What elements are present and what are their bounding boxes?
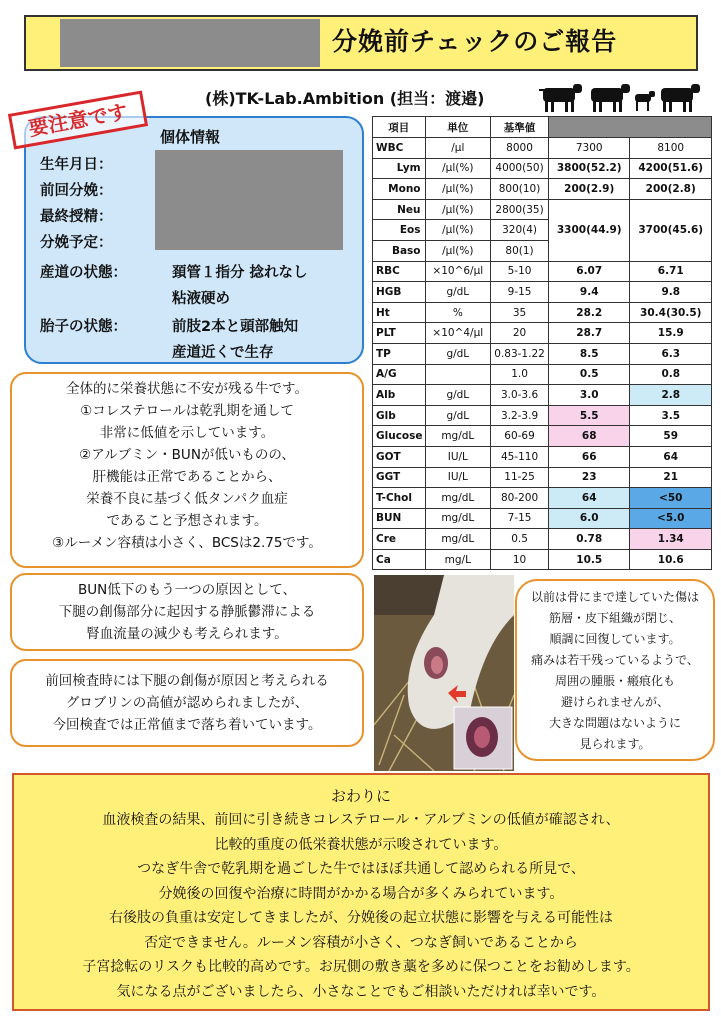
- ref-cell: 3.2-3.9: [491, 405, 549, 426]
- value-cell: 10.5: [548, 549, 630, 570]
- value-cell: 66: [548, 446, 630, 467]
- ref-cell: 11-25: [491, 467, 549, 488]
- lab-results-table: [372, 116, 712, 570]
- item-cell: GGT: [373, 467, 426, 488]
- unit-cell: IU/L: [425, 446, 491, 467]
- unit-cell: ×10^4/μl: [425, 323, 491, 344]
- comment-line: 順調に回復しています。: [549, 632, 681, 646]
- cow-icon: [661, 84, 700, 112]
- value-cell: 64: [630, 446, 712, 467]
- ref-cell: 80-200: [491, 488, 549, 509]
- wound-comment-text: [515, 587, 715, 755]
- comment-line: であること予想されます。: [106, 513, 268, 529]
- ref-cell: 80(1): [491, 240, 549, 261]
- ref-cell: 5-10: [491, 261, 549, 282]
- ref-cell: 35: [491, 302, 549, 323]
- value-cell: 8.5: [548, 343, 630, 364]
- unit-cell: g/dL: [425, 405, 491, 426]
- comment-line: グロブリンの高値が認められましたが、: [65, 695, 309, 711]
- value-cell: 0.5: [548, 364, 630, 385]
- comment-line: 見られます。: [579, 737, 651, 751]
- table-row: [373, 199, 712, 220]
- value-cell: 9.4: [548, 282, 630, 303]
- value-cell: 6.71: [630, 261, 712, 282]
- comment-line: 以前は骨にまで達していた傷は: [530, 590, 699, 604]
- redacted-farm-name: [60, 19, 320, 67]
- ref-cell: 8000: [491, 138, 549, 159]
- value-cell: 3.0: [548, 385, 630, 406]
- ref-cell: 2800(35): [491, 199, 549, 220]
- table-row: [373, 405, 712, 426]
- bun-comment-text: [10, 579, 364, 645]
- table-row: [373, 364, 712, 385]
- value-cell: 6.07: [548, 261, 630, 282]
- unit-cell: mg/dL: [425, 426, 491, 447]
- unit-cell: mg/dL: [425, 529, 491, 550]
- value-cell-low: 64: [548, 488, 630, 509]
- item-cell: Baso: [373, 240, 426, 261]
- unit-cell: g/dL: [425, 385, 491, 406]
- table-row: [373, 467, 712, 488]
- closing-text: [12, 784, 710, 1004]
- unit-cell: [425, 364, 491, 385]
- comment-line: 痛みは若干残っているようで、: [531, 653, 699, 667]
- wound-photo: [374, 575, 514, 771]
- item-cell: HGB: [373, 282, 426, 303]
- closing-line: 右後肢の負重は安定してきましたが、分娩後の起立状態に影響を与える可能性は: [109, 910, 613, 926]
- item-cell: Alb: [373, 385, 426, 406]
- item-cell: T-Chol: [373, 488, 426, 509]
- value-cell-merged: 3300(44.9): [548, 199, 630, 261]
- value-cell: 0.8: [630, 364, 712, 385]
- table-header-row: [373, 117, 712, 138]
- fetus-label: 胎子の状態：: [40, 319, 127, 335]
- item-cell: Ht: [373, 302, 426, 323]
- value-cell-very-low: <5.0: [630, 508, 712, 529]
- value-cell: 6.3: [630, 343, 712, 364]
- value-cell: 3800(52.2): [548, 158, 630, 179]
- value-cell: 59: [630, 426, 712, 447]
- cow-icon: [539, 84, 582, 112]
- value-cell: 3.5: [630, 405, 712, 426]
- item-cell: A/G: [373, 364, 426, 385]
- nutrition-comment-text: [10, 378, 364, 554]
- item-cell: Lym: [373, 158, 426, 179]
- value-cell: 28.7: [548, 323, 630, 344]
- item-cell: Cre: [373, 529, 426, 550]
- value-cell-low: 6.0: [548, 508, 630, 529]
- calf-icon: [635, 91, 655, 111]
- table-row: [373, 529, 712, 550]
- ref-cell: 10: [491, 549, 549, 570]
- birth-canal-label: 産道の状態：: [40, 265, 127, 281]
- value-cell-low: 2.8: [630, 385, 712, 406]
- item-cell: GOT: [373, 446, 426, 467]
- item-cell: Glb: [373, 405, 426, 426]
- ref-cell: 0.83-1.22: [491, 343, 549, 364]
- header-ref: 基準値: [491, 117, 549, 138]
- unit-cell: /μl(%): [425, 179, 491, 200]
- ref-cell: 800(10): [491, 179, 549, 200]
- comment-line: 全体的に栄養状態に不安が残る牛です。: [66, 381, 308, 397]
- table-row: [373, 446, 712, 467]
- value-cell: 30.4(30.5): [630, 302, 712, 323]
- closing-line: 子宮捻転のリスクも比較的高めです。お尻側の敷き藁を多めに保つことをお勧めします。: [82, 959, 640, 975]
- table-row: [373, 323, 712, 344]
- closing-line: 血液検査の結果、前回に引き続きコレステロール・アルブミンの低値が確認され、: [102, 812, 620, 828]
- table-row: [373, 179, 712, 200]
- value-cell: 200(2.9): [548, 179, 630, 200]
- value-cell-high: 5.5: [548, 405, 630, 426]
- comment-line: 腎血流量の減少も考えられます。: [86, 626, 288, 642]
- value-cell: 15.9: [630, 323, 712, 344]
- birth-canal-value: 頚管１指分 捻れなし: [172, 265, 308, 281]
- comment-line: 周囲の腫脹・瘢痕化も: [554, 674, 675, 688]
- table-row: [373, 549, 712, 570]
- closing-line: 比較的重度の低栄養状態が示唆されています。: [214, 836, 508, 853]
- item-cell: Eos: [373, 220, 426, 241]
- ref-cell: 3.0-3.6: [491, 385, 549, 406]
- closing-title: おわりに: [330, 787, 391, 805]
- comment-line: 避けられませんが、: [560, 695, 669, 709]
- value-cell: 7300: [548, 138, 630, 159]
- comment-line: 栄養不良に基づく低タンパク血症: [86, 491, 288, 507]
- birth-canal-value-2: 粘液硬め: [172, 291, 230, 307]
- value-cell: 21: [630, 467, 712, 488]
- value-cell: 28.2: [548, 302, 630, 323]
- ref-cell: 7-15: [491, 508, 549, 529]
- unit-cell: /μl(%): [425, 158, 491, 179]
- value-cell: 9.8: [630, 282, 712, 303]
- birth-label: 生年月日：: [40, 157, 113, 173]
- unit-cell: mg/L: [425, 549, 491, 570]
- unit-cell: g/dL: [425, 282, 491, 303]
- comment-line: 前回検査時には下腿の創傷が原因と考えられる: [45, 673, 329, 689]
- value-cell: 8100: [630, 138, 712, 159]
- unit-cell: mg/dL: [425, 488, 491, 509]
- closing-line: 気になる点がございましたら、小さなことでもご相談いただければ幸いです。: [116, 983, 606, 1000]
- value-cell: 4200(51.6): [630, 158, 712, 179]
- table-row: [373, 343, 712, 364]
- value-cell: 23: [548, 467, 630, 488]
- comment-line: ①コレステロールは乾乳期を通して: [80, 403, 294, 419]
- closing-line: 否定できません。ルーメン容積が小さく、つなぎ飼いであることから: [144, 934, 578, 951]
- item-cell: WBC: [373, 138, 426, 159]
- table-row: [373, 158, 712, 179]
- ref-cell: 60-69: [491, 426, 549, 447]
- unit-cell: ×10^6/μl: [425, 261, 491, 282]
- unit-cell: /μl(%): [425, 199, 491, 220]
- unit-cell: IU/L: [425, 467, 491, 488]
- ref-cell: 0.5: [491, 529, 549, 550]
- table-row: [373, 488, 712, 509]
- header-unit: 単位: [425, 117, 491, 138]
- comment-line: ②アルブミン・BUNが低いものの、: [79, 447, 295, 463]
- comment-line: 大きな問題はないように: [548, 716, 681, 730]
- last-breeding-label: 最終授精：: [40, 209, 113, 225]
- ref-cell: 20: [491, 323, 549, 344]
- item-cell: PLT: [373, 323, 426, 344]
- table-row: [373, 508, 712, 529]
- unit-cell: mg/dL: [425, 508, 491, 529]
- prev-calving-label: 前回分娩：: [40, 183, 113, 199]
- comment-line: 今回検査では正常値まで落ち着いています。: [52, 717, 322, 733]
- item-cell: Ca: [373, 549, 426, 570]
- unit-cell: g/dL: [425, 343, 491, 364]
- comment-line: 非常に低値を示しています。: [99, 425, 275, 441]
- due-date-label: 分娩予定：: [40, 235, 113, 251]
- value-cell: 0.78: [548, 529, 630, 550]
- fetus-value: 前肢2本と頭部触知: [172, 319, 299, 335]
- fetus-value-2: 産道近くで生存: [172, 345, 274, 361]
- closing-line: 分娩後の回復や治療に時間がかかる場合が多くみられています。: [158, 885, 564, 902]
- item-cell: Neu: [373, 199, 426, 220]
- value-cell-very-low: <50: [630, 488, 712, 509]
- item-cell: Mono: [373, 179, 426, 200]
- item-cell: Glucose: [373, 426, 426, 447]
- table-row: [373, 385, 712, 406]
- unit-cell: /μl(%): [425, 220, 491, 241]
- table-row: [373, 426, 712, 447]
- item-cell: TP: [373, 343, 426, 364]
- value-cell-high: 1.34: [630, 529, 712, 550]
- redacted-dates: [155, 150, 343, 250]
- item-cell: BUN: [373, 508, 426, 529]
- comment-line: 筋層・皮下組織が閉じ、: [548, 611, 681, 625]
- table-row: [373, 138, 712, 159]
- ref-cell: 1.0: [491, 364, 549, 385]
- globulin-comment-text: [10, 670, 364, 736]
- cow-icon: [591, 84, 630, 112]
- profile-title: 個体情報: [160, 128, 221, 146]
- table-row: [373, 261, 712, 282]
- ref-cell: 45-110: [491, 446, 549, 467]
- ref-cell: 4000(50): [491, 158, 549, 179]
- comment-line: BUN低下のもう一つの原因として、: [78, 582, 296, 598]
- value-cell: 10.6: [630, 549, 712, 570]
- comment-line: 下腿の創傷部分に起因する静脈鬱滞による: [58, 604, 316, 620]
- ref-cell: 320(4): [491, 220, 549, 241]
- header-item: 項目: [373, 117, 426, 138]
- cow-silhouettes-icon: [535, 78, 703, 114]
- unit-cell: %: [425, 302, 491, 323]
- ref-cell: 9-15: [491, 282, 549, 303]
- value-cell-high: 68: [548, 426, 630, 447]
- redacted-dates-header: [548, 117, 711, 138]
- page-title: 分娩前チェックのご報告: [332, 27, 618, 56]
- table-row: [373, 282, 712, 303]
- comment-line: 肝機能は正常であることから、: [92, 469, 282, 485]
- table-row: [373, 302, 712, 323]
- comment-line: ③ルーメン容積は小さく、BCSは2.75です。: [52, 535, 322, 551]
- warning-stamp: 要注意です: [8, 90, 148, 149]
- unit-cell: /μl(%): [425, 240, 491, 261]
- item-cell: RBC: [373, 261, 426, 282]
- value-cell-merged: 3700(45.6): [630, 199, 712, 261]
- value-cell: 200(2.8): [630, 179, 712, 200]
- company-name: (株)TK-Lab.Ambition (担当：渡邉): [205, 89, 485, 108]
- unit-cell: /μl: [425, 138, 491, 159]
- closing-line: つなぎ牛舎で乾乳期を過ごした牛ではほぼ共通して認められる所見で、: [137, 861, 585, 877]
